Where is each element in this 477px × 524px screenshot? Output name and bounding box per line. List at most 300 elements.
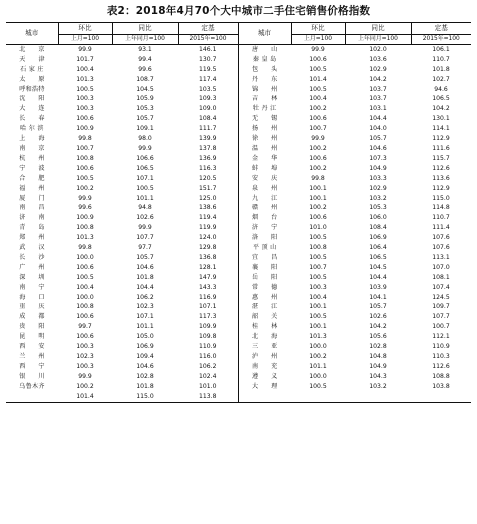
table-row xyxy=(6,55,471,65)
right-tongbi-value: 106.4 xyxy=(369,244,387,252)
left-huanbi-value: 100.4 xyxy=(76,65,94,73)
right-dingji-value: 113.1 xyxy=(432,253,450,261)
left-dingji-value: 113.8 xyxy=(178,392,238,402)
right-dingji-value: 112.1 xyxy=(432,333,450,341)
right-city-name: 三 亚 xyxy=(238,342,291,352)
right-tongbi-value: 103.6 xyxy=(369,55,387,63)
left-city-name: 昆 明 xyxy=(19,333,45,341)
left-tongbi-value: 104.6 xyxy=(136,263,154,271)
right-tongbi-value: 104.2 xyxy=(369,75,387,83)
left-city-name: 北 京 xyxy=(19,45,45,53)
left-tongbi-value: 105.0 xyxy=(136,333,154,341)
left-dingji-value: 139.9 xyxy=(199,135,217,143)
city-column-header-left: 城市 xyxy=(6,23,58,45)
table-row xyxy=(6,213,471,223)
table-row xyxy=(6,342,471,352)
table-row xyxy=(6,144,471,154)
left-tongbi-value: 102.3 xyxy=(136,303,154,311)
left-huanbi-value: 101.7 xyxy=(76,55,94,63)
dingji-subheader-left: 2015年=100 xyxy=(178,35,238,45)
table-row xyxy=(6,194,471,204)
left-city-name: 西 安 xyxy=(19,343,45,351)
left-dingji-value: 108.4 xyxy=(199,115,217,123)
right-dingji-value: 130.1 xyxy=(432,115,450,123)
right-tongbi-value: 108.4 xyxy=(369,224,387,232)
left-huanbi-value: 100.8 xyxy=(76,154,94,162)
right-city-name: 扬 州 xyxy=(238,124,291,134)
left-city-name: 天 津 xyxy=(19,55,45,63)
table-row xyxy=(6,312,471,322)
right-tongbi-value: 103.9 xyxy=(369,283,387,291)
right-city-name: 岳 阳 xyxy=(238,273,291,283)
right-city-name: 牡 丹 江 xyxy=(238,104,291,114)
table-row xyxy=(6,184,471,194)
right-city-name: 常 德 xyxy=(238,283,291,293)
left-huanbi-value: 99.9 xyxy=(78,45,92,53)
right-dingji-value: 107.6 xyxy=(432,244,450,252)
left-tongbi-value: 99.9 xyxy=(138,224,152,232)
right-huanbi-value: 100.1 xyxy=(309,323,327,331)
right-huanbi-value: 100.7 xyxy=(309,263,327,271)
left-dingji-value: 116.3 xyxy=(199,164,217,172)
right-city-name: 赣 州 xyxy=(238,204,291,214)
right-city-name: 徐 州 xyxy=(238,134,291,144)
right-city-name: 平 顶 山 xyxy=(238,243,291,253)
left-dingji-value: 129.8 xyxy=(199,244,217,252)
left-city-name: 武 汉 xyxy=(19,244,45,252)
table-row xyxy=(6,85,471,95)
left-dingji-value: 103.5 xyxy=(199,85,217,93)
left-dingji-value: 146.1 xyxy=(199,45,217,53)
right-city-name: 秦 皇 岛 xyxy=(238,55,291,65)
left-city-name: 合 肥 xyxy=(19,174,45,182)
left-huanbi-value: 101.3 xyxy=(76,75,94,83)
left-city-name: 杭 州 xyxy=(19,154,45,162)
right-city-name: 遵 义 xyxy=(238,372,291,382)
right-tongbi-value: 104.4 xyxy=(369,115,387,123)
left-dingji-value: 110.9 xyxy=(199,343,217,351)
left-huanbi-value: 100.3 xyxy=(76,105,94,113)
dingji-subheader-right: 2015年=100 xyxy=(411,35,471,45)
left-huanbi-value: 100.2 xyxy=(76,184,94,192)
right-dingji-value: 112.6 xyxy=(432,362,450,370)
left-huanbi-value: 99.6 xyxy=(78,204,92,212)
right-huanbi-value: 101.1 xyxy=(309,362,327,370)
huanbi-subheader-left: 上月=100 xyxy=(58,35,112,45)
left-tongbi-value: 115.0 xyxy=(112,392,178,402)
left-city-name: 呼和浩特 xyxy=(19,85,45,93)
right-huanbi-value: 100.2 xyxy=(309,105,327,113)
left-dingji-value: 151.7 xyxy=(199,184,217,192)
right-tongbi-value: 105.3 xyxy=(369,204,387,212)
right-dingji-value: 110.9 xyxy=(432,343,450,351)
right-dingji-value: 112.6 xyxy=(432,164,450,172)
left-huanbi-value: 100.7 xyxy=(76,144,94,152)
left-city-name: 郑 州 xyxy=(19,234,45,242)
right-dingji-value: 124.5 xyxy=(432,293,450,301)
left-huanbi-value: 100.6 xyxy=(76,263,94,271)
left-huanbi-value: 100.0 xyxy=(76,293,94,301)
table-row xyxy=(6,223,471,233)
left-city-name: 福 州 xyxy=(19,184,45,192)
right-city-name: 无 锡 xyxy=(238,114,291,124)
left-dingji-value: 119.4 xyxy=(199,214,217,222)
left-dingji-value: 120.5 xyxy=(199,174,217,182)
left-city-name: 大 连 xyxy=(19,105,45,113)
table-row xyxy=(6,322,471,332)
right-huanbi-value: 99.9 xyxy=(311,45,325,53)
left-huanbi-value: 99.9 xyxy=(78,372,92,380)
left-tongbi-value: 106.6 xyxy=(136,154,154,162)
left-tongbi-value: 104.5 xyxy=(136,85,154,93)
left-huanbi-value: 100.5 xyxy=(76,85,94,93)
left-tongbi-value: 99.4 xyxy=(138,55,152,63)
right-dingji-value: 112.9 xyxy=(432,184,450,192)
right-huanbi-value: 101.4 xyxy=(309,75,327,83)
tongbi-subheader-left: 上年同月=100 xyxy=(112,35,178,45)
left-city-name: 厦 门 xyxy=(19,194,45,202)
right-dingji-value: 100.7 xyxy=(432,323,450,331)
right-dingji-value: 110.7 xyxy=(432,214,450,222)
right-city-name: 蚌 埠 xyxy=(238,164,291,174)
right-huanbi-value: 99.8 xyxy=(311,174,325,182)
left-dingji-value: 117.3 xyxy=(199,313,217,321)
table-row xyxy=(6,174,471,184)
right-tongbi-value: 106.9 xyxy=(369,234,387,242)
left-huanbi-value: 100.8 xyxy=(76,224,94,232)
right-huanbi-value: 100.3 xyxy=(309,283,327,291)
huanbi-subheader-right: 上月=100 xyxy=(291,35,345,45)
right-huanbi-value: 100.2 xyxy=(309,144,327,152)
right-huanbi-value: 100.1 xyxy=(309,194,327,202)
left-city-name: 上 海 xyxy=(19,135,45,143)
right-city-name: 宜 昌 xyxy=(238,253,291,263)
right-city-name: 锦 州 xyxy=(238,85,291,95)
left-huanbi-value: 99.8 xyxy=(78,244,92,252)
right-huanbi-value xyxy=(291,392,345,402)
right-huanbi-value: 100.5 xyxy=(309,253,327,261)
table-row xyxy=(6,263,471,273)
left-city-name: 贵 阳 xyxy=(19,323,45,331)
left-dingji-value: 102.4 xyxy=(199,372,217,380)
right-huanbi-value: 100.6 xyxy=(309,154,327,162)
left-tongbi-value: 109.4 xyxy=(136,353,154,360)
left-city-name: 长 春 xyxy=(19,115,45,123)
left-city-name: 长 沙 xyxy=(19,253,45,261)
right-huanbi-value: 100.6 xyxy=(309,55,327,63)
right-dingji-value: 110.7 xyxy=(432,55,450,63)
right-huanbi-value: 101.0 xyxy=(309,224,327,232)
table-row xyxy=(6,382,471,392)
left-city-name: 南 京 xyxy=(19,144,45,152)
left-huanbi-value: 100.6 xyxy=(76,333,94,341)
left-huanbi-value: 100.9 xyxy=(76,125,94,133)
left-huanbi-value: 100.2 xyxy=(76,382,94,390)
left-huanbi-value: 100.6 xyxy=(76,313,94,321)
right-tongbi-value: 102.6 xyxy=(369,313,387,321)
right-tongbi-value: 102.8 xyxy=(369,343,387,351)
left-city-name: 石 家 庄 xyxy=(20,65,44,73)
right-dingji-value: 114.1 xyxy=(432,125,450,133)
left-dingji-value: 117.4 xyxy=(199,75,217,83)
left-tongbi-value: 104.6 xyxy=(136,362,154,370)
right-dingji-value: 106.5 xyxy=(432,95,450,103)
right-dingji-value: 108.1 xyxy=(432,273,450,281)
right-city-name: 南 充 xyxy=(238,362,291,372)
left-city-name: 银 川 xyxy=(19,372,45,380)
dingji-header-right: 定基 xyxy=(411,23,471,35)
right-tongbi-value: 104.9 xyxy=(369,362,387,370)
table-row xyxy=(6,104,471,114)
left-tongbi-value: 106.9 xyxy=(136,343,154,351)
page-title: 表2：2018年4月70个大中城市二手住宅销售价格指数 xyxy=(106,5,371,17)
left-dingji-value: 136.9 xyxy=(199,154,217,162)
left-tongbi-value: 105.9 xyxy=(136,95,154,103)
right-huanbi-value: 100.6 xyxy=(309,115,327,123)
left-huanbi-value: 100.0 xyxy=(76,253,94,261)
table-row xyxy=(6,114,471,124)
table-row xyxy=(6,95,471,105)
right-city-name: 金 华 xyxy=(238,154,291,164)
left-dingji-value: 137.8 xyxy=(199,144,217,152)
left-huanbi-value: 100.3 xyxy=(76,343,94,351)
tongbi-header-left: 同比 xyxy=(112,23,178,35)
right-dingji-value: 115.7 xyxy=(432,154,450,162)
table-row xyxy=(6,253,471,263)
right-huanbi-value: 100.0 xyxy=(309,343,327,351)
right-dingji-value: 102.7 xyxy=(432,75,450,83)
right-city-name: 包 头 xyxy=(238,65,291,75)
right-city-name: 烟 台 xyxy=(238,213,291,223)
right-city-name: 泉 州 xyxy=(238,184,291,194)
left-dingji-value: 143.3 xyxy=(199,283,217,291)
left-huanbi-value: 99.7 xyxy=(78,323,92,331)
price-index-table xyxy=(6,22,471,403)
right-huanbi-value: 99.9 xyxy=(311,135,325,143)
right-huanbi-value: 100.5 xyxy=(309,85,327,93)
right-city-name: 桂 林 xyxy=(238,322,291,332)
left-dingji-value: 130.7 xyxy=(199,55,217,63)
right-city-name xyxy=(238,392,291,402)
left-city-name: 哈 尔 滨 xyxy=(20,125,44,133)
right-city-name: 惠 州 xyxy=(238,293,291,303)
left-dingji-value: 107.1 xyxy=(199,303,217,311)
right-huanbi-value: 100.4 xyxy=(309,293,327,301)
right-huanbi-value: 100.7 xyxy=(309,125,327,133)
right-dingji-value: 107.6 xyxy=(432,234,450,242)
table-row xyxy=(6,303,471,313)
left-tongbi-value: 101.1 xyxy=(136,323,154,331)
left-city-name: 青 岛 xyxy=(19,224,45,232)
left-tongbi-value: 109.1 xyxy=(136,125,154,133)
left-tongbi-value: 97.7 xyxy=(138,244,152,252)
left-dingji-value: 119.5 xyxy=(199,65,217,73)
left-tongbi-value: 94.8 xyxy=(138,204,152,212)
left-tongbi-value: 101.1 xyxy=(136,194,154,202)
table-body xyxy=(6,45,471,403)
right-tongbi-value: 103.2 xyxy=(369,382,387,390)
right-city-name: 泸 州 xyxy=(238,352,291,362)
left-huanbi-value: 100.3 xyxy=(76,95,94,103)
left-dingji-value: 138.6 xyxy=(199,204,217,212)
table-row xyxy=(6,75,471,85)
left-city-name: 兰 州 xyxy=(19,353,45,360)
right-tongbi-value: 104.4 xyxy=(369,273,387,281)
right-dingji-value: 112.9 xyxy=(432,135,450,143)
left-city-name: 南 昌 xyxy=(19,204,45,212)
right-dingji-value: 114.8 xyxy=(432,204,450,212)
right-huanbi-value: 100.2 xyxy=(309,204,327,212)
right-tongbi-value: 104.0 xyxy=(369,125,387,133)
right-huanbi-value: 100.0 xyxy=(309,372,327,380)
right-huanbi-value: 100.1 xyxy=(309,184,327,192)
right-tongbi-value: 104.3 xyxy=(369,372,387,380)
huanbi-header-left: 环比 xyxy=(58,23,112,35)
left-dingji-value: 124.0 xyxy=(199,234,217,242)
right-huanbi-value: 100.2 xyxy=(309,164,327,172)
left-city-name: 沈 阳 xyxy=(19,95,45,103)
right-tongbi-value: 102.9 xyxy=(369,184,387,192)
right-huanbi-value: 100.1 xyxy=(309,303,327,311)
right-tongbi-value: 104.5 xyxy=(369,263,387,271)
table-row xyxy=(6,204,471,214)
right-city-name: 湛 江 xyxy=(238,303,291,313)
right-tongbi-value: 103.1 xyxy=(369,105,387,113)
huanbi-header-right: 环比 xyxy=(291,23,345,35)
left-dingji-value: 116.0 xyxy=(199,353,217,360)
right-huanbi-value: 100.2 xyxy=(309,353,327,360)
table-row xyxy=(6,154,471,164)
right-huanbi-value: 100.5 xyxy=(309,313,327,321)
right-tongbi-value: 103.2 xyxy=(369,194,387,202)
left-city-name: 深 圳 xyxy=(19,273,45,281)
left-huanbi-value: 100.4 xyxy=(76,283,94,291)
right-huanbi-value: 100.5 xyxy=(309,234,327,242)
right-city-name: 济 宁 xyxy=(238,223,291,233)
left-dingji-value: 109.9 xyxy=(199,323,217,331)
left-tongbi-value: 105.7 xyxy=(136,253,154,261)
right-dingji-value xyxy=(411,392,471,402)
right-dingji-value: 107.4 xyxy=(432,283,450,291)
table-row xyxy=(6,372,471,382)
left-tongbi-value: 101.8 xyxy=(136,273,154,281)
right-tongbi-value: 102.0 xyxy=(369,45,387,53)
table-row xyxy=(6,164,471,174)
left-huanbi-value: 101.3 xyxy=(76,234,94,242)
left-tongbi-value: 100.5 xyxy=(136,184,154,192)
right-tongbi-value xyxy=(345,392,411,402)
table-row xyxy=(6,293,471,303)
left-dingji-value: 116.9 xyxy=(199,293,217,301)
left-huanbi-value: 100.6 xyxy=(76,115,94,123)
right-tongbi-value: 104.1 xyxy=(369,293,387,301)
table-row xyxy=(6,392,471,402)
right-tongbi-value: 104.6 xyxy=(369,144,387,152)
left-tongbi-value: 104.4 xyxy=(136,283,154,291)
right-city-name: 北 海 xyxy=(238,332,291,342)
table-row xyxy=(6,283,471,293)
right-huanbi-value: 100.8 xyxy=(309,244,327,252)
right-dingji-value: 111.4 xyxy=(432,224,450,232)
right-tongbi-value: 106.5 xyxy=(369,253,387,261)
right-dingji-value: 94.6 xyxy=(434,85,448,93)
table-row xyxy=(6,362,471,372)
right-dingji-value: 109.7 xyxy=(432,303,450,311)
left-dingji-value: 136.8 xyxy=(199,253,217,261)
left-huanbi-value: 100.9 xyxy=(76,214,94,222)
left-tongbi-value: 108.7 xyxy=(136,75,154,83)
right-tongbi-value: 102.9 xyxy=(369,65,387,73)
right-dingji-value: 101.8 xyxy=(432,65,450,73)
right-tongbi-value: 105.7 xyxy=(369,135,387,143)
left-huanbi-value: 100.6 xyxy=(76,164,94,172)
right-tongbi-value: 106.0 xyxy=(369,214,387,222)
right-city-name: 洛 阳 xyxy=(238,233,291,243)
table-row xyxy=(6,124,471,134)
right-dingji-value: 107.0 xyxy=(432,263,450,271)
left-tongbi-value: 107.1 xyxy=(136,174,154,182)
right-tongbi-value: 103.7 xyxy=(369,95,387,103)
table-row xyxy=(6,273,471,283)
right-dingji-value: 115.0 xyxy=(432,194,450,202)
left-dingji-value: 109.3 xyxy=(199,95,217,103)
right-dingji-value: 113.6 xyxy=(432,174,450,182)
right-tongbi-value: 104.2 xyxy=(369,323,387,331)
left-huanbi-value: 100.3 xyxy=(76,362,94,370)
left-huanbi-value: 100.5 xyxy=(76,174,94,182)
right-city-name: 吉 林 xyxy=(238,95,291,105)
right-city-name: 安 庆 xyxy=(238,174,291,184)
left-tongbi-value: 105.7 xyxy=(136,115,154,123)
right-huanbi-value: 100.4 xyxy=(309,95,327,103)
right-tongbi-value: 104.8 xyxy=(369,353,387,360)
left-city-name: 乌鲁木齐 xyxy=(19,382,45,390)
right-tongbi-value: 107.3 xyxy=(369,154,387,162)
left-huanbi-value: 100.5 xyxy=(76,273,94,281)
left-huanbi-value: 99.9 xyxy=(78,194,92,202)
left-dingji-value: 128.1 xyxy=(199,263,217,271)
city-column-header-right: 城市 xyxy=(238,23,291,45)
right-tongbi-value: 103.3 xyxy=(369,174,387,182)
dingji-header-left: 定基 xyxy=(178,23,238,35)
left-tongbi-value: 93.1 xyxy=(138,45,152,53)
left-city-name: 西 宁 xyxy=(19,362,45,370)
right-tongbi-value: 104.9 xyxy=(369,164,387,172)
left-city-name: 成 都 xyxy=(19,313,45,321)
left-city-name: 广 州 xyxy=(19,263,45,271)
left-dingji-value: 147.9 xyxy=(199,273,217,281)
left-tongbi-value: 102.8 xyxy=(136,372,154,380)
tongbi-subheader-right: 上年同月=100 xyxy=(345,35,411,45)
left-huanbi-value: 101.4 xyxy=(58,392,112,402)
right-huanbi-value: 100.5 xyxy=(309,65,327,73)
left-tongbi-value: 106.5 xyxy=(136,164,154,172)
right-city-name: 韶 关 xyxy=(238,312,291,322)
right-tongbi-value: 103.7 xyxy=(369,85,387,93)
tongbi-header-right: 同比 xyxy=(345,23,411,35)
right-huanbi-value: 100.5 xyxy=(309,273,327,281)
left-dingji-value: 119.9 xyxy=(199,224,217,232)
right-city-name: 丹 东 xyxy=(238,75,291,85)
left-city-name: 海 口 xyxy=(19,293,45,301)
right-city-name: 襄 阳 xyxy=(238,263,291,273)
right-dingji-value: 107.7 xyxy=(432,313,450,321)
left-tongbi-value: 101.8 xyxy=(136,382,154,390)
right-dingji-value: 104.2 xyxy=(432,105,450,113)
right-dingji-value: 108.8 xyxy=(432,372,450,380)
right-city-name: 唐 山 xyxy=(238,45,291,55)
left-tongbi-value: 102.6 xyxy=(136,214,154,222)
